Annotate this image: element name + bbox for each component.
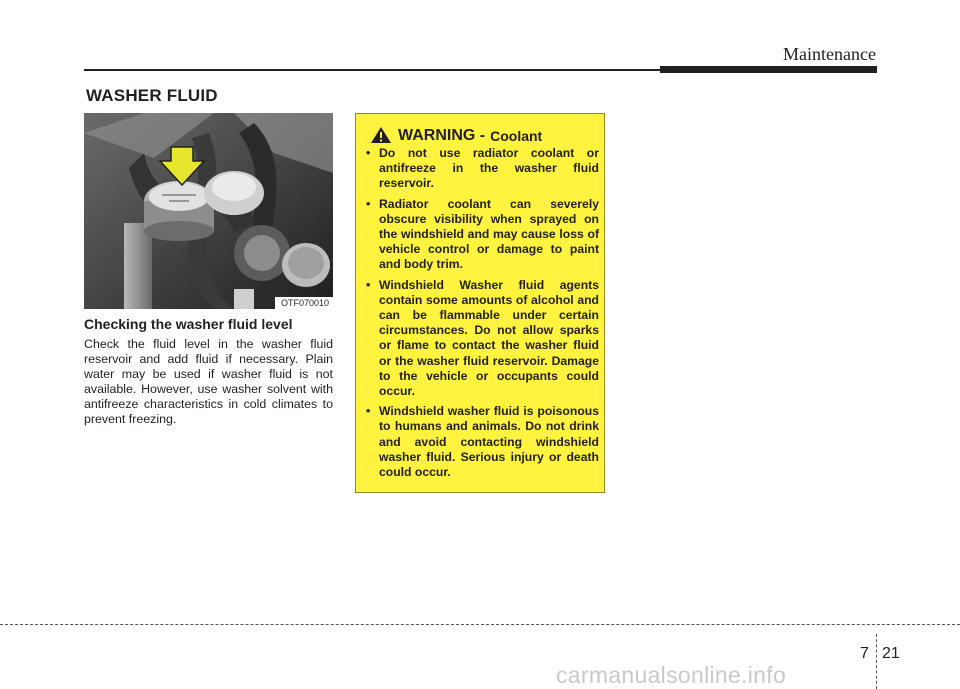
footer-rule xyxy=(0,624,960,625)
warning-item: • Windshield washer fluid is poisonous to humans and animals. Do not drink and avoid contacting windshield washer fluid. Serious injury or death could occur. xyxy=(366,404,599,480)
figure-code: OTF070010 xyxy=(275,297,333,309)
warning-item: • Windshield Washer fluid agents contain some amounts of alcohol and can be flammable under certain circumstances. Do not allow sparks or flame to contact the washer fluid or the washer fluid reservoir. Damage to the vehicle or occupants could occur. xyxy=(366,277,599,399)
header-rule-accent xyxy=(660,66,877,73)
warning-header xyxy=(370,126,542,144)
footer-divider xyxy=(876,634,877,689)
header-title: Maintenance xyxy=(783,44,876,64)
page-number: 21 xyxy=(882,645,900,662)
sub-heading: Checking the washer fluid level xyxy=(84,316,293,332)
watermark: carmanualsonline.info xyxy=(556,662,787,688)
warning-item: • Do not use radiator coolant or antifreeze in the washer fluid reservoir. xyxy=(366,146,599,191)
warning-box xyxy=(355,113,605,493)
body-paragraph: Check the fluid level in the washer fluid reservoir and add fluid if necessary. Plain water may be used if washer fluid is not available. However, use washer solvent with antifreeze characteristics in cold climates to prevent freezing. xyxy=(84,337,333,426)
washer-reservoir-illustration xyxy=(84,113,333,309)
header-rule xyxy=(84,69,664,71)
chapter-number: 7 xyxy=(860,645,869,662)
warning-list xyxy=(366,146,599,485)
warning-title: WARNING - xyxy=(398,127,486,144)
warning-triangle-icon xyxy=(370,126,392,144)
section-title: WASHER FLUID xyxy=(86,86,218,105)
warning-subtitle: Coolant xyxy=(490,128,543,144)
engine-photo xyxy=(84,113,333,309)
warning-item: • Radiator coolant can severely obscure visibility when sprayed on the windshield and may cause loss of vehicle control or damage to paint and body trim. xyxy=(366,196,599,272)
